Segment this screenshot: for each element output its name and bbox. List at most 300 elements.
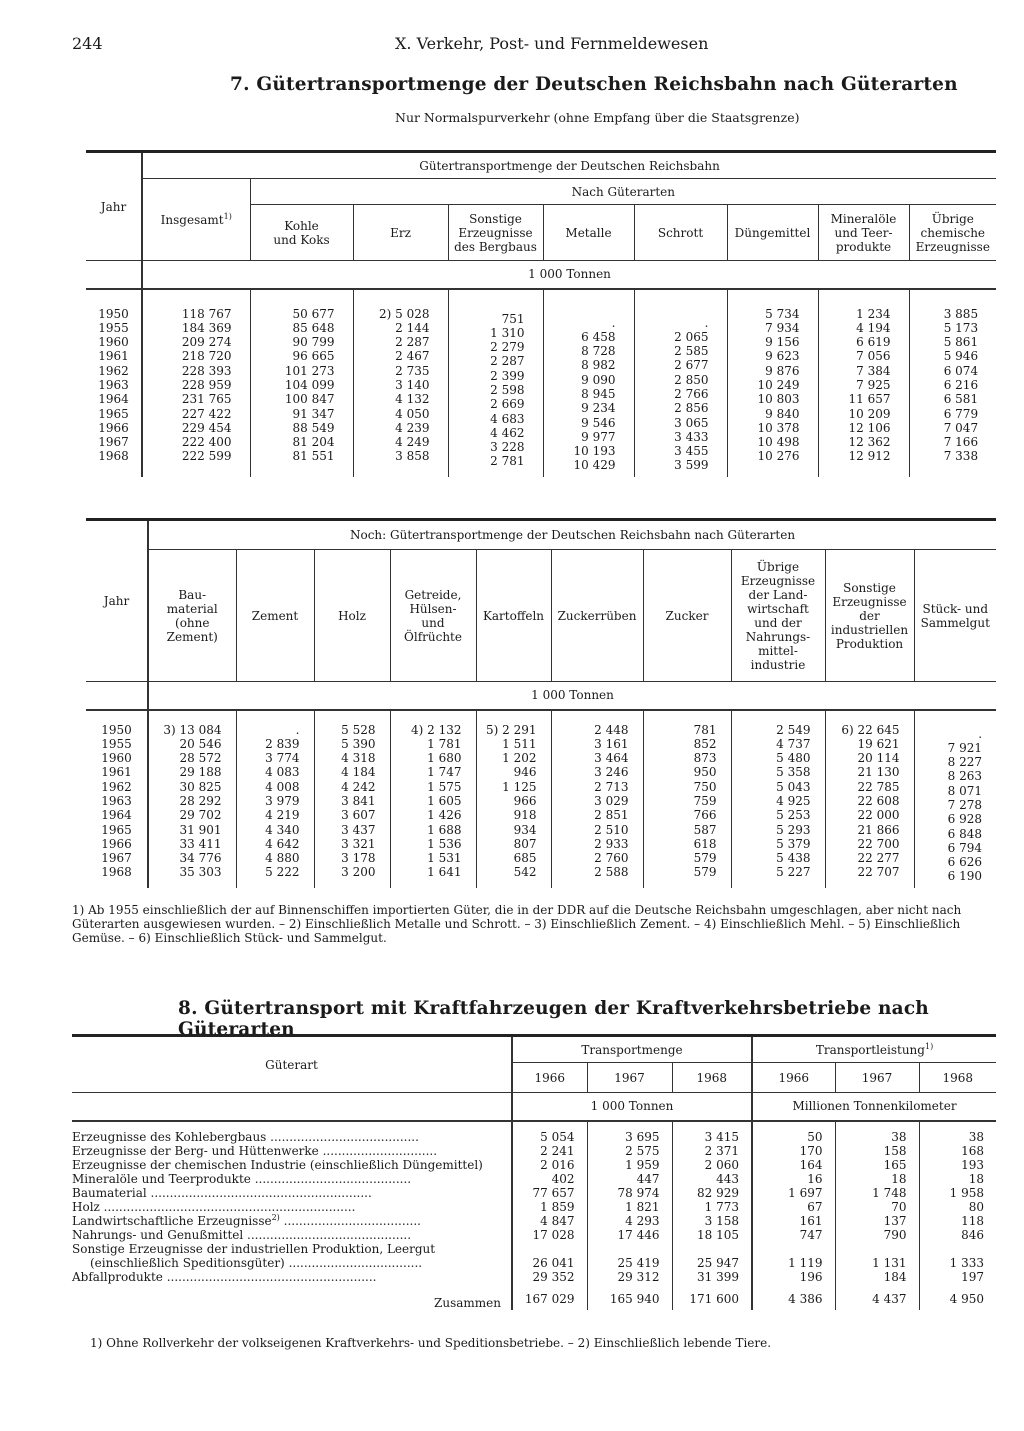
- value-cell: 228 393: [181, 363, 232, 378]
- row-label: [72, 1200, 512, 1214]
- table-row: [72, 1186, 996, 1200]
- year-cell: 1961: [101, 765, 132, 780]
- value-cell: 3 178: [341, 851, 376, 866]
- value-cell: 3 437: [341, 822, 376, 837]
- column-header: Erz: [353, 205, 448, 261]
- value-cell: 946: [513, 765, 537, 780]
- value-cell: 170: [752, 1144, 835, 1158]
- value-cell: 31 901: [179, 822, 222, 837]
- value-cell: 4 184: [341, 765, 376, 780]
- value-cell: 4 847: [512, 1214, 587, 1228]
- table7-part1: [86, 150, 996, 477]
- value-cell: 618: [693, 836, 717, 851]
- value-cell: 22 608: [857, 793, 900, 808]
- value-cell: 50: [752, 1121, 835, 1144]
- column-kohle: [250, 289, 353, 477]
- value-cell: 443: [672, 1172, 752, 1186]
- value-cell: 4 880: [265, 851, 300, 866]
- value-cell: 2 760: [594, 851, 629, 866]
- value-cell: 91 347: [292, 406, 335, 421]
- value-cell: 579: [693, 851, 717, 866]
- total-row: [72, 1284, 996, 1310]
- column-header: Holz: [314, 550, 390, 682]
- value-cell: 8 227: [947, 755, 983, 770]
- by-type-header: Nach Güterarten: [250, 179, 996, 205]
- year-header: Jahr: [86, 520, 148, 682]
- year-cell: 1964: [98, 392, 129, 407]
- value-cell: 158: [835, 1144, 919, 1158]
- value-cell: 18: [835, 1172, 919, 1186]
- value-cell: 33 411: [179, 836, 222, 851]
- column-sonstige: [448, 289, 543, 477]
- value-cell: 8 945: [581, 386, 616, 401]
- row-label: [72, 1186, 512, 1200]
- value-cell: 11 657: [848, 392, 891, 407]
- value-cell: 4 239: [395, 420, 430, 435]
- value-cell: .: [295, 722, 300, 737]
- value-cell: 2 399: [490, 368, 525, 383]
- column-header: Zucker: [643, 550, 731, 682]
- value-cell: 1 821: [587, 1200, 672, 1214]
- column-header: Übrige chemische Erzeugnisse: [909, 205, 996, 261]
- stub-header: Güterart: [72, 1036, 512, 1093]
- value-cell: 231 765: [181, 392, 232, 407]
- value-cell: 2 781: [490, 454, 525, 469]
- value-cell: 2 467: [395, 349, 430, 364]
- value-cell: 846: [919, 1228, 996, 1242]
- total-value: 4 950: [919, 1284, 996, 1310]
- year-cell: 1955: [101, 736, 132, 751]
- column-header: Sonstige Erzeugnisse der industriellen Produktion: [825, 550, 914, 682]
- value-cell: 6 074: [943, 363, 979, 378]
- year-header: 1967: [587, 1063, 672, 1093]
- year-header: 1967: [835, 1063, 919, 1093]
- table-row: [72, 1121, 996, 1144]
- value-cell: 1 781: [427, 736, 462, 751]
- value-cell: 9 840: [765, 406, 800, 421]
- value-cell: 3 029: [594, 793, 629, 808]
- value-cell: .: [978, 726, 983, 741]
- column-baumaterial: [148, 710, 236, 888]
- value-cell: 2 677: [674, 358, 709, 373]
- value-cell: 3 455: [674, 444, 709, 459]
- value-cell: 19 621: [857, 736, 900, 751]
- value-cell: 4 132: [395, 392, 430, 407]
- value-cell: 2 287: [490, 354, 525, 369]
- value-cell: 184 369: [181, 320, 232, 335]
- value-cell: 781: [693, 722, 717, 737]
- value-cell: 10 193: [573, 444, 616, 459]
- value-cell: 70: [835, 1200, 919, 1214]
- value-cell: 873: [693, 751, 717, 766]
- column-header: Zuckerrüben: [551, 550, 643, 682]
- value-cell: 4 737: [776, 736, 811, 751]
- value-cell: 12 362: [848, 435, 891, 450]
- value-cell: 29 188: [179, 765, 222, 780]
- year-cell: 1950: [101, 722, 132, 737]
- leader-dots: .......................................................: [162, 1269, 377, 1284]
- value-cell: 1 131: [835, 1242, 919, 1270]
- year-cell: 1964: [101, 808, 132, 823]
- year-cell: 1966: [101, 836, 132, 851]
- value-cell: 26 041: [512, 1242, 587, 1270]
- value-cell: 3 885: [943, 306, 979, 321]
- page-number: 244: [72, 34, 103, 53]
- row-label-text: Erzeugnisse des Kohlebergbaus: [72, 1129, 267, 1144]
- value-cell: 7 925: [856, 377, 891, 392]
- value-cell: 5 734: [765, 306, 800, 321]
- value-cell: 1 125: [502, 779, 537, 794]
- value-cell: 2 766: [674, 386, 709, 401]
- value-cell: 1 575: [427, 779, 462, 794]
- total-value: 165 940: [587, 1284, 672, 1310]
- super-header: Gütertransportmenge der Deutschen Reichsbahn: [142, 152, 996, 179]
- row-label-text: Landwirtschaftliche Erzeugnisse: [72, 1213, 272, 1228]
- value-cell: 4 050: [395, 406, 430, 421]
- column-header: Stück- und Sammelgut: [914, 550, 996, 682]
- value-cell: 10 429: [573, 458, 616, 473]
- row-label: [72, 1158, 512, 1172]
- value-cell: 22 785: [857, 779, 900, 794]
- value-cell: 1 958: [919, 1186, 996, 1200]
- value-cell: 184: [835, 1270, 919, 1284]
- value-cell: 29 352: [512, 1270, 587, 1284]
- total-value: 4 386: [752, 1284, 835, 1310]
- value-cell: 5 293: [776, 822, 811, 837]
- value-cell: 7 047: [943, 420, 979, 435]
- row-label-text: Holz: [72, 1199, 100, 1214]
- value-cell: 22 700: [857, 836, 900, 851]
- value-cell: 2 669: [490, 397, 525, 412]
- column-insgesamt: [142, 289, 250, 477]
- value-cell: 3 158: [672, 1214, 752, 1228]
- section-title: X. Verkehr, Post- und Fernmeldewesen: [395, 34, 709, 53]
- value-cell: 229 454: [181, 420, 232, 435]
- value-cell: 22 000: [857, 808, 900, 823]
- value-cell: 161: [752, 1214, 835, 1228]
- value-cell: 4 249: [395, 435, 430, 450]
- value-cell: 1 641: [427, 865, 462, 880]
- year-cell: 1962: [101, 779, 132, 794]
- row-label-text: Abfallprodukte: [72, 1269, 163, 1284]
- value-cell: 196: [752, 1270, 835, 1284]
- value-cell: 7 278: [947, 797, 983, 812]
- value-cell: 4 083: [265, 765, 300, 780]
- year-cell: 1968: [98, 449, 129, 464]
- footnote-ref: 2): [271, 1212, 280, 1222]
- value-cell: 6 794: [947, 840, 983, 855]
- total-header: Insgesamt$^{1)}$: [142, 179, 250, 261]
- row-label-text: Mineralöle und Teerprodukte: [72, 1171, 251, 1186]
- value-cell: 3 161: [594, 736, 629, 751]
- column-getreide: [390, 710, 476, 888]
- value-cell: 4 462: [490, 425, 525, 440]
- value-cell: 2 851: [594, 808, 629, 823]
- value-cell: 82 929: [672, 1186, 752, 1200]
- value-cell: 1 697: [752, 1186, 835, 1200]
- value-cell: 6) 22 645: [841, 722, 900, 737]
- value-cell: 5 173: [943, 320, 979, 335]
- value-cell: 1 859: [512, 1200, 587, 1214]
- row-label: [72, 1270, 512, 1284]
- value-cell: 228 959: [181, 377, 232, 392]
- column-header: Düngemittel: [727, 205, 818, 261]
- table-row: [72, 1214, 996, 1228]
- value-cell: 67: [752, 1200, 835, 1214]
- value-cell: 3 140: [395, 377, 430, 392]
- value-cell: 9 623: [765, 349, 800, 364]
- value-cell: 2 448: [594, 722, 629, 737]
- column-duenger: [727, 289, 818, 477]
- row-label-text: Erzeugnisse der chemischen Industrie (einschließlich Düngemittel): [72, 1157, 483, 1172]
- value-cell: 966: [513, 793, 537, 808]
- value-cell: 7 384: [856, 363, 891, 378]
- value-cell: 4 242: [341, 779, 376, 794]
- value-cell: 3 858: [395, 449, 430, 464]
- column-header: Bau- material (ohne Zement): [148, 550, 236, 682]
- year-header: 1966: [752, 1063, 835, 1093]
- value-cell: 8 071: [947, 783, 983, 798]
- table8-footnotes: 1) Ohne Rollverkehr der volkseigenen Kraftverkehrs- und Speditionsbetriebe. – 2) Einschließlich lebende Tiere.: [90, 1336, 772, 1350]
- value-cell: 137: [835, 1214, 919, 1228]
- row-label-text: Erzeugnisse der Berg- und Hüttenwerke: [72, 1143, 319, 1158]
- value-cell: 2 549: [776, 722, 811, 737]
- table-row: [72, 1228, 996, 1242]
- column-schrott: [634, 289, 727, 477]
- leader-dots: .........................................: [250, 1171, 412, 1186]
- value-cell: 8 263: [947, 769, 983, 784]
- column-zuckerrueben: [551, 710, 643, 888]
- value-cell: 16: [752, 1172, 835, 1186]
- value-cell: 807: [513, 836, 537, 851]
- value-cell: 5 043: [776, 779, 811, 794]
- value-cell: 7 921: [947, 740, 983, 755]
- value-cell: 50 677: [292, 306, 335, 321]
- value-cell: 7 166: [943, 435, 979, 450]
- value-cell: 5 861: [943, 335, 979, 350]
- value-cell: 4 340: [265, 822, 300, 837]
- leader-dots: ....................................: [279, 1213, 421, 1228]
- value-cell: 9 090: [581, 372, 616, 387]
- value-cell: 22 277: [857, 851, 900, 866]
- value-cell: 7 338: [943, 449, 979, 464]
- year-cell: 1962: [98, 363, 129, 378]
- value-cell: 2 598: [490, 382, 525, 397]
- super-header: Noch: Gütertransportmenge der Deutschen Reichsbahn nach Güterarten: [148, 520, 996, 550]
- value-cell: 1 202: [502, 751, 537, 766]
- value-cell: 2 850: [674, 372, 709, 387]
- value-cell: 22 707: [857, 865, 900, 880]
- value-cell: 3 433: [674, 429, 709, 444]
- row-label-text: Nahrungs- und Genußmittel: [72, 1227, 244, 1242]
- value-cell: 10 249: [757, 377, 800, 392]
- value-cell: 4 683: [490, 411, 525, 426]
- row-label: [72, 1214, 512, 1228]
- year-cell: 1965: [98, 406, 129, 421]
- value-cell: 3 599: [674, 458, 709, 473]
- value-cell: 21 130: [857, 765, 900, 780]
- value-cell: 8 728: [581, 344, 616, 359]
- unit2-label: Millionen Tonnenkilometer: [752, 1093, 996, 1121]
- value-cell: 1 426: [427, 808, 462, 823]
- value-cell: 1 234: [856, 306, 891, 321]
- value-cell: 5 227: [776, 865, 811, 880]
- row-label: [72, 1144, 512, 1158]
- value-cell: 118 767: [181, 306, 232, 321]
- table-row: [72, 1270, 996, 1284]
- leader-dots: ...................................: [284, 1255, 423, 1270]
- value-cell: 5 054: [512, 1121, 587, 1144]
- value-cell: 9 234: [581, 401, 616, 416]
- value-cell: 3 065: [674, 415, 709, 430]
- group-transportleistung: Transportleistung$^{1)}$: [752, 1036, 996, 1063]
- value-cell: 1 747: [427, 765, 462, 780]
- column-industrie: [825, 710, 914, 888]
- value-cell: 197: [919, 1270, 996, 1284]
- value-cell: 934: [513, 822, 537, 837]
- value-cell: 8 982: [581, 358, 616, 373]
- table7-part2: [86, 518, 996, 888]
- value-cell: 77 657: [512, 1186, 587, 1200]
- value-cell: 10 498: [757, 435, 800, 450]
- value-cell: 759: [693, 793, 717, 808]
- column-years: [86, 289, 142, 477]
- value-cell: 852: [693, 736, 717, 751]
- column-chemie: [909, 289, 996, 477]
- value-cell: 3 228: [490, 440, 525, 455]
- value-cell: 3 841: [341, 793, 376, 808]
- value-cell: 587: [693, 822, 717, 837]
- row-label-text: Baumaterial: [72, 1185, 147, 1200]
- value-cell: 750: [693, 779, 717, 794]
- column-header: Metalle: [543, 205, 634, 261]
- value-cell: 2 144: [395, 320, 430, 335]
- table7-title: 7. Gütertransportmenge der Deutschen Reichsbahn nach Güterarten: [230, 74, 958, 95]
- year-header: Jahr: [86, 152, 142, 261]
- value-cell: 1 536: [427, 836, 462, 851]
- table-row: [72, 1144, 996, 1158]
- value-cell: 28 572: [179, 751, 222, 766]
- leader-dots: .......................................: [266, 1129, 419, 1144]
- value-cell: 88 549: [292, 420, 335, 435]
- value-cell: 31 399: [672, 1270, 752, 1284]
- year-cell: 1955: [98, 320, 129, 335]
- column-mineraloele: [818, 289, 909, 477]
- column-header: Mineralöle und Teer- produkte: [818, 205, 909, 261]
- value-cell: 78 974: [587, 1186, 672, 1200]
- value-cell: 227 422: [181, 406, 232, 421]
- value-cell: 2 933: [594, 836, 629, 851]
- leader-dots: ..............................: [318, 1143, 438, 1158]
- year-cell: 1967: [101, 851, 132, 866]
- value-cell: 1 333: [919, 1242, 996, 1270]
- value-cell: 9 977: [581, 429, 616, 444]
- year-cell: 1967: [98, 435, 129, 450]
- year-cell: 1961: [98, 349, 129, 364]
- value-cell: 4 293: [587, 1214, 672, 1228]
- value-cell: 3 321: [341, 836, 376, 851]
- value-cell: 5 358: [776, 765, 811, 780]
- value-cell: 5 379: [776, 836, 811, 851]
- total-value: 4 437: [835, 1284, 919, 1310]
- value-cell: 10 803: [757, 392, 800, 407]
- value-cell: 6 779: [943, 406, 979, 421]
- value-cell: 5 528: [341, 722, 376, 737]
- table-row: [72, 1200, 996, 1214]
- value-cell: 4 925: [776, 793, 811, 808]
- column-metalle: [543, 289, 634, 477]
- value-cell: 4 194: [856, 320, 891, 335]
- value-cell: 6 928: [947, 812, 983, 827]
- value-cell: 2 856: [674, 401, 709, 416]
- column-erz: [353, 289, 448, 477]
- value-cell: 1 310: [490, 325, 525, 340]
- column-holz: [314, 710, 390, 888]
- value-cell: 28 292: [179, 793, 222, 808]
- value-cell: 4 318: [341, 751, 376, 766]
- value-cell: 766: [693, 808, 717, 823]
- value-cell: 6 458: [581, 329, 616, 344]
- column-stueckgut: [914, 710, 996, 888]
- value-cell: 5 946: [943, 349, 979, 364]
- value-cell: 3 979: [265, 793, 300, 808]
- value-cell: 2 065: [674, 329, 709, 344]
- value-cell: 168: [919, 1144, 996, 1158]
- value-cell: 2 735: [395, 363, 430, 378]
- value-cell: 3 246: [594, 765, 629, 780]
- value-cell: 2 585: [674, 344, 709, 359]
- year-header: 1966: [512, 1063, 587, 1093]
- unit-label: 1 000 Tonnen: [148, 682, 996, 710]
- row-label: [72, 1172, 512, 1186]
- value-cell: 918: [513, 808, 537, 823]
- value-cell: 164: [752, 1158, 835, 1172]
- value-cell: 2 510: [594, 822, 629, 837]
- value-cell: 35 303: [179, 865, 222, 880]
- value-cell: 222 400: [181, 435, 232, 450]
- row-label-text-cont: (einschließlich Speditionsgüter): [90, 1255, 285, 1270]
- value-cell: 1 959: [587, 1158, 672, 1172]
- year-cell: 1965: [101, 822, 132, 837]
- table8-title: 8. Gütertransport mit Kraftfahrzeugen der Kraftverkehrsbetriebe nach Güterarten: [178, 998, 929, 1040]
- value-cell: 17 028: [512, 1228, 587, 1242]
- value-cell: 5 438: [776, 851, 811, 866]
- value-cell: 6 626: [947, 855, 983, 870]
- value-cell: 790: [835, 1228, 919, 1242]
- value-cell: 6 190: [947, 869, 983, 884]
- value-cell: 5) 2 291: [486, 722, 537, 737]
- table-row: [72, 1158, 996, 1172]
- leader-dots: ..........................................................: [146, 1185, 372, 1200]
- value-cell: .: [704, 315, 709, 330]
- value-cell: 6 581: [943, 392, 979, 407]
- value-cell: 222 599: [181, 449, 232, 464]
- value-cell: 2 371: [672, 1144, 752, 1158]
- value-cell: 6 619: [856, 335, 891, 350]
- table8: [72, 1034, 996, 1310]
- value-cell: 3 415: [672, 1121, 752, 1144]
- value-cell: 2 241: [512, 1144, 587, 1158]
- year-header: 1968: [672, 1063, 752, 1093]
- value-cell: 1 688: [427, 822, 462, 837]
- value-cell: 1 531: [427, 851, 462, 866]
- value-cell: 7 056: [856, 349, 891, 364]
- value-cell: 21 866: [857, 822, 900, 837]
- column-landwirtschaft: [731, 710, 825, 888]
- value-cell: 2 588: [594, 865, 629, 880]
- value-cell: 685: [513, 851, 537, 866]
- total-value: 171 600: [672, 1284, 752, 1310]
